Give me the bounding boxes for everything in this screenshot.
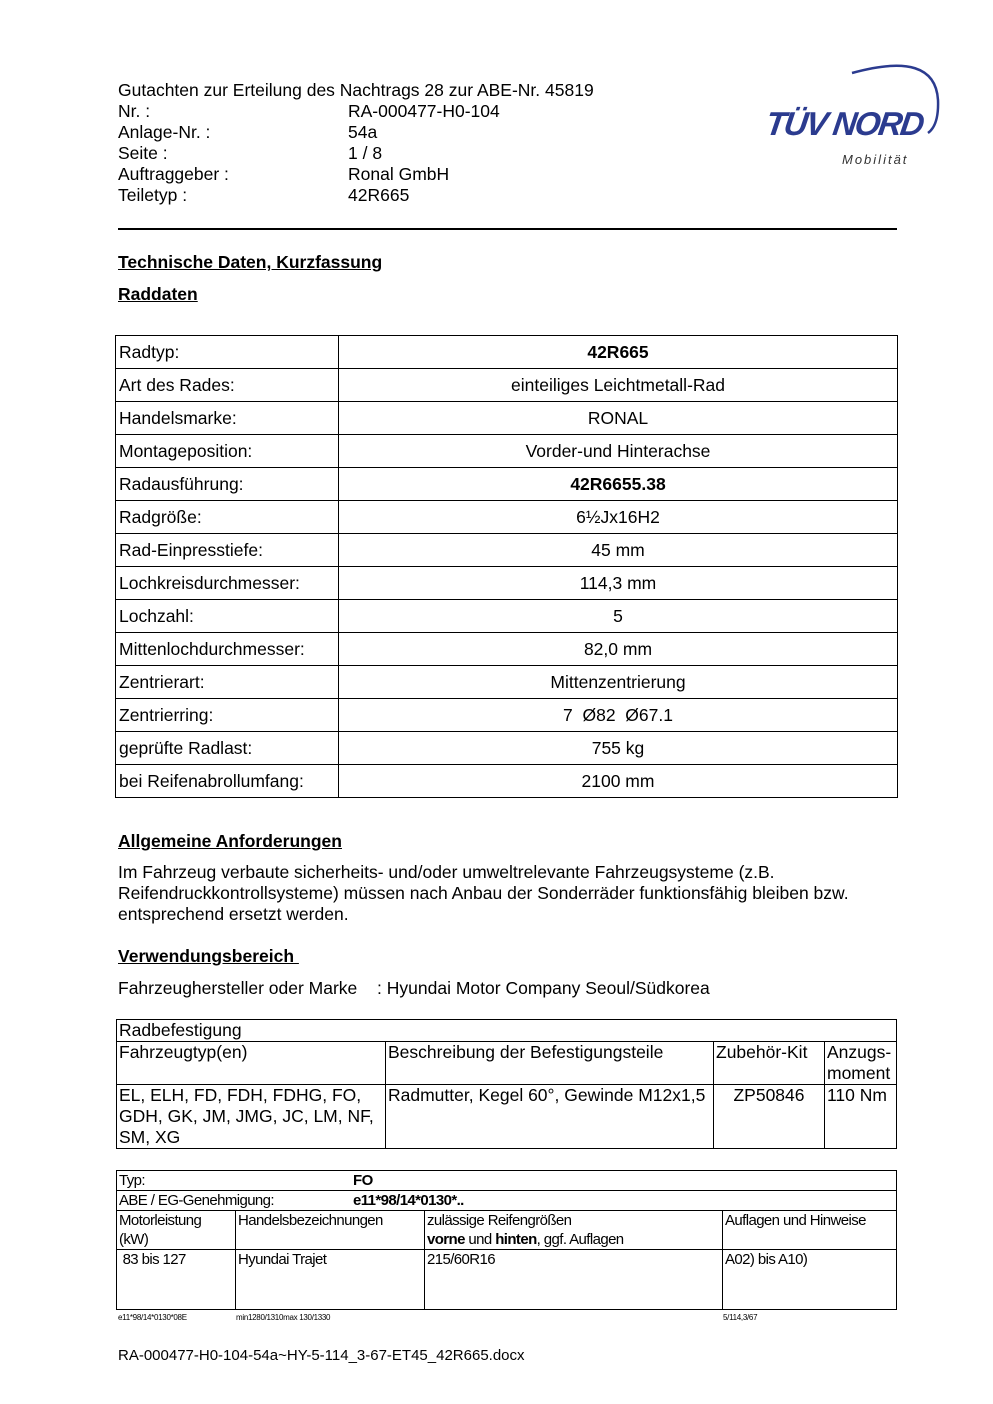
column-header: Anzugs-moment	[825, 1042, 897, 1085]
column-header: Zubehör-Kit	[714, 1042, 825, 1085]
row-key: Zentrierring:	[116, 699, 339, 732]
table-cell: ZP50846	[714, 1085, 825, 1149]
row-value: 7 Ø82 Ø67.1	[339, 699, 898, 732]
table-row	[117, 1191, 897, 1211]
reifen-hinten: hinten	[495, 1231, 537, 1248]
allgemein-paragraph: Im Fahrzeug verbaute sicherheits- und/oder umweltrelevante Fahrzeugsysteme (z.B. Reifendruckkontrollsysteme) müssen nach Anbau der Sonderräder funktionsfähig bleiben bzw. entsprechend ersetzt werden.	[118, 862, 849, 924]
row-value: 82,0 mm	[339, 633, 898, 666]
reifen-rest: , ggf. Auflagen	[536, 1231, 624, 1248]
table-row	[117, 1042, 897, 1085]
column-header: Auflagen und Hinweise	[723, 1211, 897, 1250]
row-key: Rad-Einpresstiefe:	[116, 534, 339, 567]
reifen-und: und	[464, 1231, 496, 1248]
row-value: Vorder-und Hinterachse	[339, 435, 898, 468]
row-key: Zentrierart:	[116, 666, 339, 699]
header-key: Nr. :	[118, 101, 151, 121]
header-key: Anlage-Nr. :	[118, 122, 211, 142]
row-key: bei Reifenabrollumfang:	[116, 765, 339, 798]
row-value: Mittenzentrierung	[339, 666, 898, 699]
table-cell: 83 bis 127	[117, 1250, 236, 1310]
row-value: RONAL	[339, 402, 898, 435]
table-row	[116, 534, 898, 567]
code-limits: min1280/1310max 130/1330	[236, 1313, 331, 1322]
reifen-line1: zulässige Reifengrößen	[427, 1212, 572, 1229]
report-header	[118, 80, 594, 206]
typ-label: Typ:	[119, 1172, 145, 1189]
logo-subtitle: Mobilität	[842, 152, 909, 167]
header-key: Teiletyp :	[118, 185, 188, 205]
table-row	[116, 369, 898, 402]
table-row	[116, 501, 898, 534]
row-key: Radgröße:	[116, 501, 339, 534]
reifen-vorne: vorne	[427, 1231, 465, 1248]
table-row	[116, 666, 898, 699]
row-key: Lochkreisdurchmesser:	[116, 567, 339, 600]
table-row	[116, 435, 898, 468]
usage-value: Hyundai Motor Company Seoul/Südkorea	[386, 978, 710, 998]
table-row	[116, 765, 898, 798]
table-cell: A02) bis A10)	[723, 1250, 897, 1310]
usage-label: Fahrzeughersteller oder Marke	[118, 978, 358, 998]
row-key: Mittenlochdurchmesser:	[116, 633, 339, 666]
row-key: Lochzahl:	[116, 600, 339, 633]
radbefestigung-title: Radbefestigung	[117, 1020, 897, 1042]
row-value: 114,3 mm	[339, 567, 898, 600]
row-value: 45 mm	[339, 534, 898, 567]
row-value: 2100 mm	[339, 765, 898, 798]
table-row	[117, 1171, 897, 1191]
heading-allgemeine-anforderungen: Allgemeine Anforderungen	[118, 831, 342, 851]
header-row-anlage	[118, 122, 594, 143]
table-row	[116, 699, 898, 732]
code-bolt-pattern: 5/114,3/67	[723, 1313, 758, 1322]
column-header: Beschreibung der Befestigungsteile	[386, 1042, 714, 1085]
abe-label: ABE / EG-Genehmigung:	[119, 1192, 274, 1209]
header-key: Auftraggeber :	[118, 164, 229, 184]
usage-line	[118, 978, 710, 999]
row-value: 755 kg	[339, 732, 898, 765]
row-value: 6½Jx16H2	[339, 501, 898, 534]
radbefestigung-table	[116, 1019, 897, 1149]
table-row	[116, 402, 898, 435]
wheel-data-table	[115, 335, 898, 798]
header-value: 1 / 8	[348, 143, 383, 163]
document-footer: RA-000477-H0-104-54a~HY-5-114_3-67-ET45_42R665.docx	[118, 1347, 525, 1364]
header-row-teiletyp	[118, 185, 594, 206]
table-cell: 110 Nm	[825, 1085, 897, 1149]
tuv-nord-logo	[760, 55, 950, 175]
table-row	[116, 336, 898, 369]
header-row-auftraggeber	[118, 164, 594, 185]
table-row	[116, 468, 898, 501]
table-cell: EL, ELH, FD, FDH, FDHG, FO, GDH, GK, JM, JMG, JC, LM, NF, SM, XG	[117, 1085, 386, 1149]
header-value: Ronal GmbH	[348, 164, 450, 184]
typ-cell	[117, 1171, 897, 1191]
row-key: Radtyp:	[116, 336, 339, 369]
abe-value: e11*98/14*0130*..	[353, 1192, 464, 1209]
table-row	[117, 1085, 897, 1149]
usage-separator: :	[377, 978, 382, 998]
heading-technische-daten: Technische Daten, Kurzfassung	[118, 252, 383, 272]
header-row-seite	[118, 143, 594, 164]
row-value: 42R665	[339, 336, 898, 369]
table-row	[117, 1020, 897, 1042]
column-header-reifen	[425, 1211, 723, 1250]
row-value: einteiliges Leichtmetall-Rad	[339, 369, 898, 402]
logo-wordmark: TÜV NORD	[763, 105, 926, 142]
table-row	[116, 600, 898, 633]
table-row	[117, 1211, 897, 1250]
row-key: Art des Rades:	[116, 369, 339, 402]
table-cell: Hyundai Trajet	[236, 1250, 425, 1310]
header-divider	[118, 228, 897, 230]
report-title: Gutachten zur Erteilung des Nachtrags 28 zur ABE-Nr. 45819	[118, 80, 594, 100]
typ-value: FO	[353, 1172, 373, 1189]
column-header: Fahrzeugtyp(en)	[117, 1042, 386, 1085]
row-key: Radausführung:	[116, 468, 339, 501]
heading-verwendungsbereich: Verwendungsbereich	[118, 946, 299, 966]
table-row	[116, 633, 898, 666]
header-value: 42R665	[348, 185, 410, 205]
header-row-nr	[118, 101, 594, 122]
row-value: 42R6655.38	[339, 468, 898, 501]
code-approval: e11*98/14*0130*08E	[118, 1313, 187, 1322]
vehicle-type-table	[116, 1170, 897, 1310]
row-value: 5	[339, 600, 898, 633]
column-header: Handelsbezeichnungen	[236, 1211, 425, 1250]
heading-raddaten: Raddaten	[118, 284, 198, 304]
table-cell: Radmutter, Kegel 60°, Gewinde M12x1,5	[386, 1085, 714, 1149]
table-row	[116, 567, 898, 600]
abe-cell	[117, 1191, 897, 1211]
header-value: 54a	[348, 122, 378, 142]
header-key: Seite :	[118, 143, 168, 163]
row-key: Montageposition:	[116, 435, 339, 468]
table-row	[117, 1250, 897, 1310]
table-cell: 215/60R16	[425, 1250, 723, 1310]
row-key: geprüfte Radlast:	[116, 732, 339, 765]
row-key: Handelsmarke:	[116, 402, 339, 435]
header-value: RA-000477-H0-104	[348, 101, 500, 121]
table-row	[116, 732, 898, 765]
column-header: Motorleistung (kW)	[117, 1211, 236, 1250]
